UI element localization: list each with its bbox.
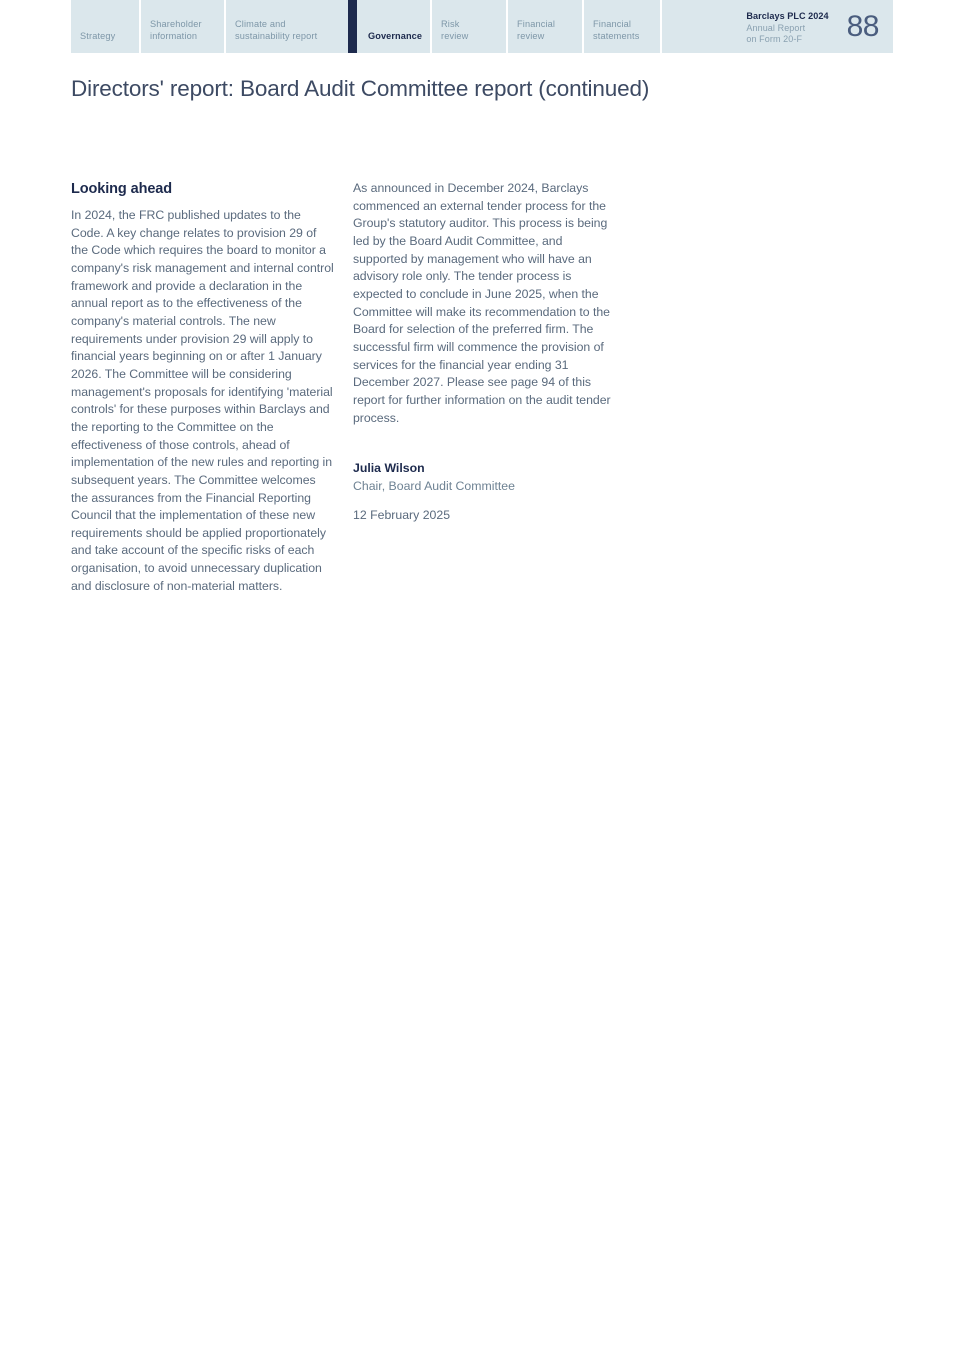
nav-tab-climate-and-sustainability-report-label: Climate and sustainability report	[235, 19, 318, 41]
page-title: Directors' report: Board Audit Committee report (continued)	[71, 76, 650, 102]
signature-role: Chair, Board Audit Committee	[353, 478, 515, 493]
nav-tab-governance[interactable]	[348, 0, 432, 53]
right-column	[353, 180, 616, 525]
signature-block	[353, 460, 616, 525]
nav-tab-financial-review[interactable]	[508, 0, 584, 53]
report-title: Barclays PLC 2024	[746, 11, 829, 21]
nav-tab-financial-statements[interactable]	[584, 0, 662, 53]
page-number: 88	[846, 10, 879, 43]
report-branding	[662, 0, 893, 53]
left-column-paragraph: In 2024, the FRC published updates to the Code. A key change relates to provision 29 of the Code which requires the board to monitor a company's risk management and internal control framework and provide a declaration in the annual report as to the effectiveness of the company's material controls. The new requirements under provision 29 will apply to financial years beginning on or after 1 January 2026. The Committee will be considering management's proposals for identifying 'material controls' for these purposes within Barclays and the reporting to the Committee on the effectiveness of those controls, ahead of implementation of the new rules and reporting in subsequent years. The Committee welcomes the assurances from the Financial Reporting Council that the implementation of these new requirements should be applied proportionately and take account of the specific risks of each organisation, to avoid unnecessary duplication and disclosure of non-material matters.	[71, 208, 334, 593]
right-column-paragraph: As announced in December 2024, Barclays commenced an external tender process for the Group's statutory auditor. This process is being led by the Board Audit Committee, and supported by management who will have an advisory role only. The tender process is expected to conclude in June 2025, when the Committee will make its recommendation to the Board for selection of the preferred firm. The successful firm will commence the provision of services for the financial year ending 31 December 2027. Please see page 94 of this report for further information on the audit tender process.	[353, 181, 611, 425]
nav-tab-climate-and-sustainability-report[interactable]	[226, 0, 348, 53]
report-branding-text	[746, 11, 828, 46]
nav-tab-strategy[interactable]	[71, 0, 141, 53]
signature-date: 12 February 2025	[353, 508, 451, 523]
nav-tab-financial-statements-label: Financial statements	[593, 19, 640, 41]
left-column	[71, 180, 334, 595]
nav-tab-financial-review-label: Financial review	[517, 19, 556, 41]
signature-name: Julia Wilson	[353, 461, 425, 476]
nav-tab-strategy-label: Strategy	[80, 30, 116, 41]
page-header-nav	[71, 0, 893, 53]
nav-tab-shareholder-information-label: Shareholder information	[150, 19, 202, 41]
report-subtitle-line1: Annual Report	[746, 22, 806, 33]
nav-tab-shareholder-information[interactable]	[141, 0, 226, 53]
section-heading-looking-ahead: Looking ahead	[71, 181, 173, 197]
nav-tab-risk-review[interactable]	[432, 0, 508, 53]
nav-tab-risk-review-label: Risk review	[441, 19, 469, 41]
report-subtitle-line2: on Form 20-F	[746, 34, 803, 45]
nav-tab-governance-label: Governance	[368, 30, 423, 41]
